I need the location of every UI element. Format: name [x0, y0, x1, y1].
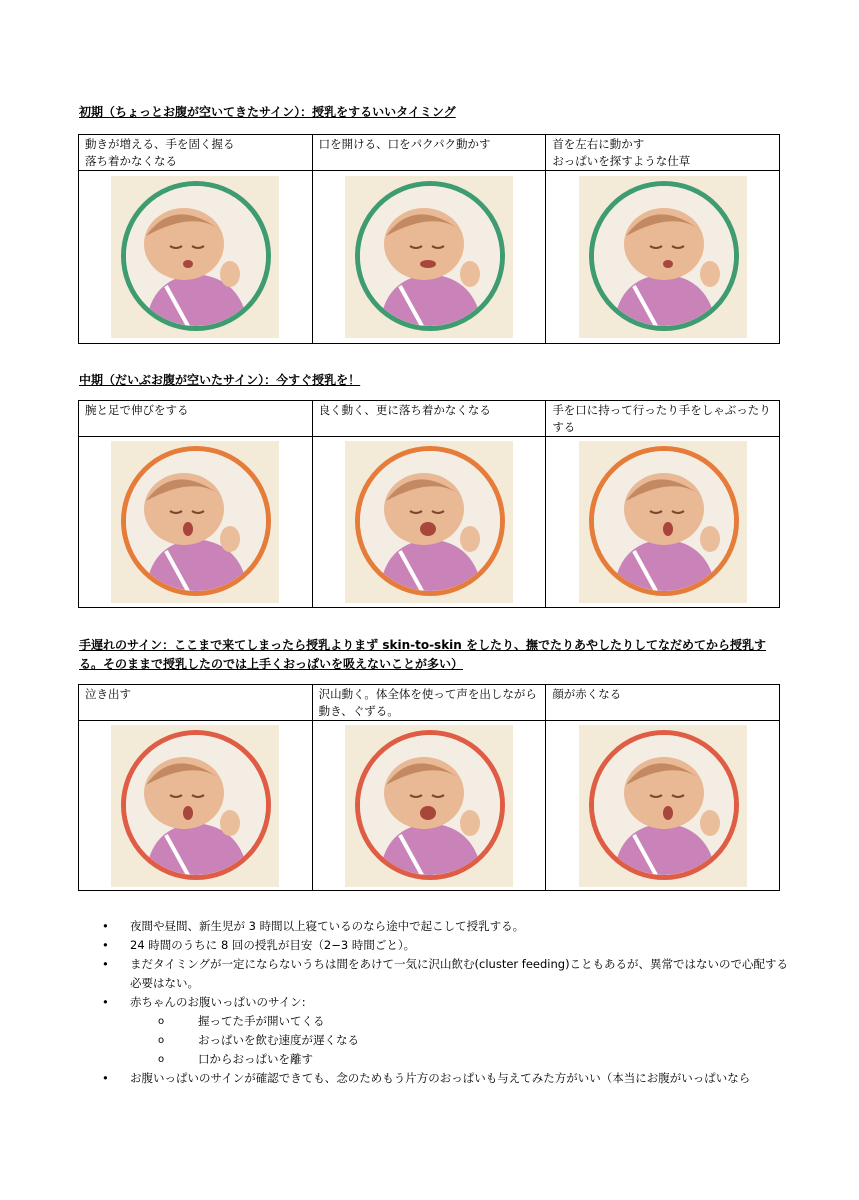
baby-starting-to-cry-photo: [111, 725, 279, 887]
late-caption-1: 泣き出す: [79, 685, 313, 721]
early-caption-2: 口を開ける、口をパクパク動かす: [312, 135, 546, 171]
note-item: • 夜間や昼間、新生児が 3 時間以上寝ているのなら途中で起こして授乳する。: [100, 917, 790, 936]
baby-stretching-photo: [111, 441, 279, 603]
note-item: • 24 時間のうちに 8 回の授乳が目安（2−3 時間ごと）。: [100, 936, 790, 955]
baby-rooting-photo: [579, 176, 747, 338]
sub-item: o 口からおっぱいを離す: [130, 1050, 790, 1069]
mid-caption-3: 手を口に持って行ったり手をしゃぶったりする: [546, 401, 780, 437]
late-caption-2: 沢山動く。体全体を使って声を出しながら動き、ぐずる。: [312, 685, 546, 721]
mid-caption-2: 良く動く、更に落ち着かなくなる: [312, 401, 546, 437]
notes-list: [100, 917, 790, 1088]
baby-crying-red-face-photo: [579, 725, 747, 887]
note-item: • まだタイミングが一定にならないうちは間をあけて一気に沢山飲む(cluster feeding)こともあるが、異常ではないので心配する必要はない。: [100, 955, 790, 993]
baby-fussing-photo: [345, 725, 513, 887]
sub-item: o おっぱいを飲む速度が遅くなる: [130, 1031, 790, 1050]
early-caption-1: 動きが増える、手を固く握る 落ち着かなくなる: [79, 135, 313, 171]
late-signs-table: [78, 684, 780, 891]
early-caption-3: 首を左右に動かす おっぱいを探すような仕草: [546, 135, 780, 171]
note-item-full-signs: [100, 993, 790, 1069]
baby-sleeping-photo: [111, 176, 279, 338]
mid-signs-table: [78, 400, 780, 608]
note-item-label: 赤ちゃんのお腹いっぱいのサイン:: [130, 995, 306, 1009]
mid-caption-1: 腕と足で伸びをする: [79, 401, 313, 437]
baby-restless-photo: [345, 441, 513, 603]
sub-item: o 握ってた手が開いてくる: [130, 1012, 790, 1031]
early-signs-heading: 初期（ちょっとお腹が空いてきたサイン）：授乳をするいいタイミング: [79, 105, 456, 119]
full-signs-sublist: [130, 1012, 790, 1069]
early-signs-table: [78, 134, 780, 344]
note-item: • お腹いっぱいのサインが確認できても、念のためもう片方のおっぱいも与えてみた方がいい（本当にお腹がいっぱいなら: [100, 1069, 790, 1088]
baby-mouth-open-photo: [345, 176, 513, 338]
mid-signs-heading: 中期（だいぶお腹が空いたサイン）：今すぐ授乳を！: [79, 373, 361, 387]
late-caption-3: 顔が赤くなる: [546, 685, 780, 721]
late-signs-heading: 手遅れのサイン：ここまで来てしまったら授乳よりまず skin-to-skin をしたり、撫でたりあやしたりしてなだめてから授乳する。そのままで授乳したのでは上手くおっぱいを吸えないことが多い）: [79, 638, 767, 671]
baby-hand-to-mouth-photo: [579, 441, 747, 603]
